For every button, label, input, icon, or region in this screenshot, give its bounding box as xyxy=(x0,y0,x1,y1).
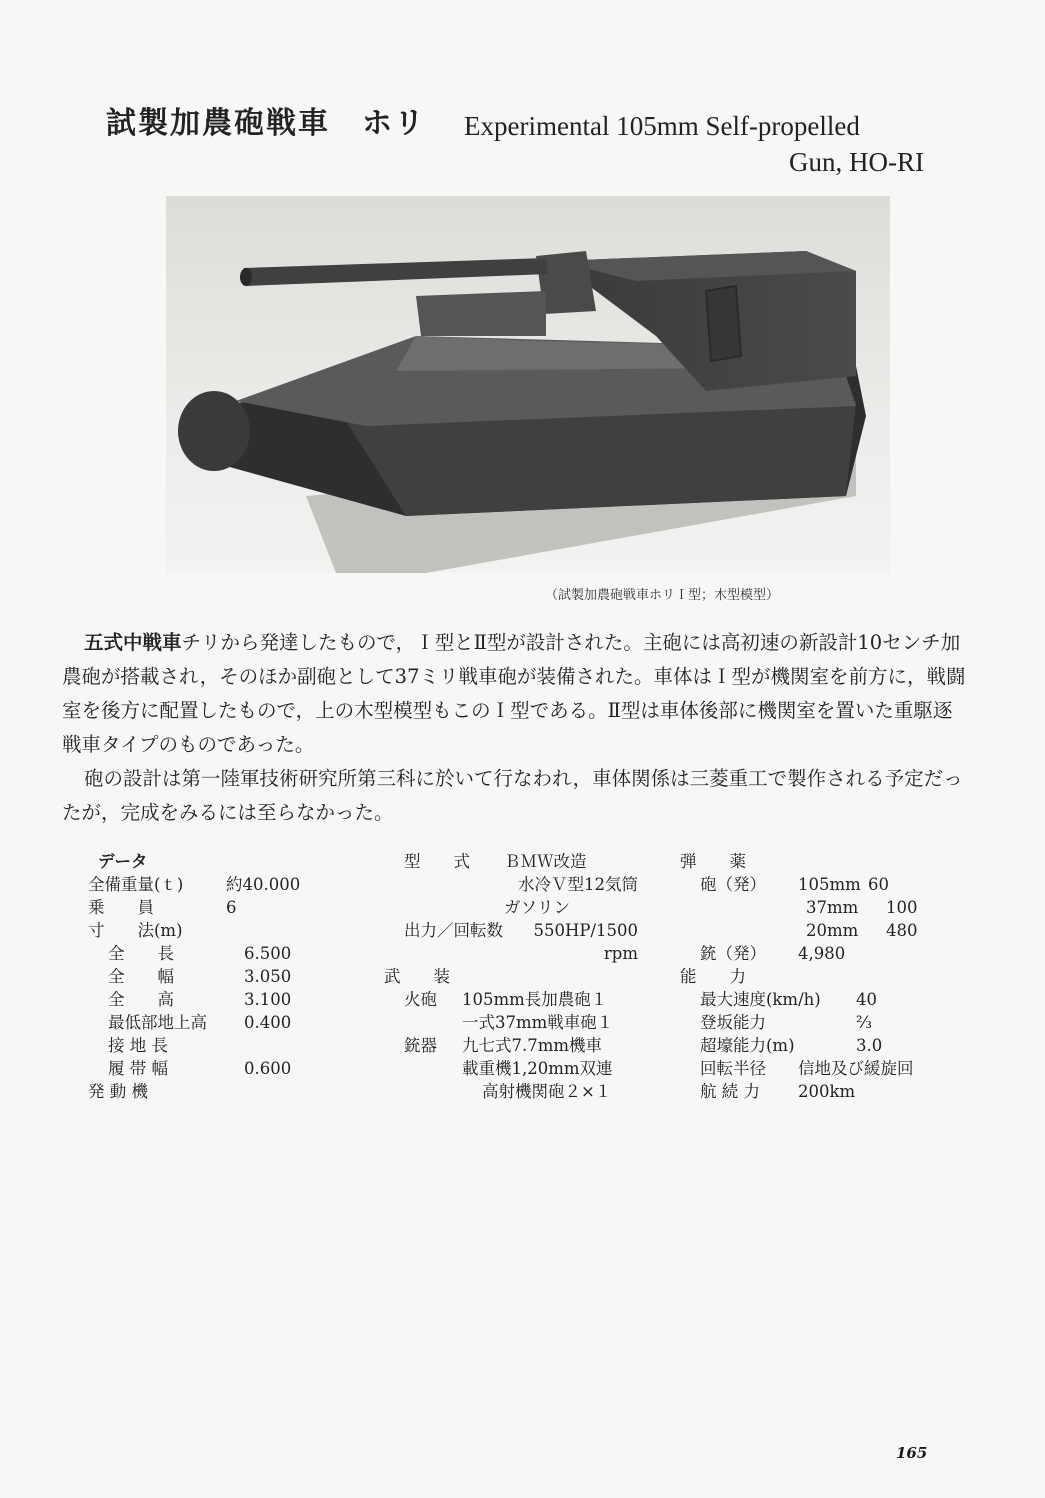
paragraph-1-bold: 五式中戦車 xyxy=(84,631,182,654)
page-title-japanese: 試製加農砲戦車 ホリ xyxy=(106,106,426,141)
weight-label: 全備重量(ｔ) xyxy=(88,875,184,894)
output-unit: rpm xyxy=(603,944,638,963)
shell-3-caliber: 20mm xyxy=(806,921,859,940)
ground-clearance-value: 0.400 xyxy=(244,1013,292,1032)
machine-gun-label: 銃器 xyxy=(404,1036,437,1055)
width-value: 3.050 xyxy=(244,967,292,986)
dimensions-label: 寸 法(m) xyxy=(88,921,183,940)
page-number: 165 xyxy=(896,1444,928,1462)
paragraph-2: 砲の設計は第一陸軍技術研究所第三科に於いて行なわれ，車体関係は三菱重工で製作される予定だったが，完成をみるには至らなかった。 xyxy=(62,767,963,824)
max-speed-value: 40 xyxy=(856,990,877,1009)
width-label: 全 幅 xyxy=(108,967,174,986)
tank-model-photo xyxy=(166,196,890,573)
height-label: 全 高 xyxy=(108,990,174,1009)
output-value: 550HP/1500 xyxy=(533,921,638,940)
specs-column-ammo-performance xyxy=(680,850,960,1103)
title-en-line-1: Experimental 105mm Self-propelled xyxy=(464,111,860,141)
output-label: 出力／回転数 xyxy=(404,921,503,940)
range-label: 航 続 力 xyxy=(700,1082,760,1101)
armament-label: 武 装 xyxy=(384,967,450,986)
specs-column-data xyxy=(88,850,348,1103)
machine-gun-line-1: 九七式7.7mm機車 xyxy=(462,1036,603,1055)
paragraph-1-text: チリから発達したもので，Ｉ型とⅡ型が設計された。主砲には高初速の新設計10センチ加農砲が搭載され，そのほか副砲として37ミリ戦車砲が装備された。車体はＩ型が機関室を前方に，戦闘室を後方に配置したもので，上の木型模型もこのＩ型である。Ⅱ型は車体後部に機関室を置いた重駆逐戦車タイプのものであった。 xyxy=(62,631,966,756)
engine-type-line-3: ガソリン xyxy=(504,898,570,917)
tank-model-illustration xyxy=(166,196,890,573)
shell-2-count: 100 xyxy=(886,898,918,917)
length-value: 6.500 xyxy=(244,944,292,963)
title-en-line-2: Gun, HO-RI xyxy=(789,147,924,177)
engine-type-value: ＢＭＷ改造 xyxy=(504,852,587,871)
shell-1-count: 60 xyxy=(868,875,889,894)
specs-heading: データ xyxy=(98,852,148,871)
engine-type-line-2: 水冷Ｖ型12気筒 xyxy=(518,875,638,894)
ground-clearance-label: 最低部地上高 xyxy=(108,1013,207,1032)
climb-label: 登坂能力 xyxy=(700,1013,766,1032)
page-title-english xyxy=(464,108,924,180)
bullets-value: 4,980 xyxy=(798,944,846,963)
photo-caption: （試製加農砲戦車ホリＩ型；木型模型） xyxy=(545,588,780,603)
range-value: 200km xyxy=(798,1082,856,1101)
turning-radius-label: 回転半径 xyxy=(700,1059,766,1078)
gun-line-1: 105mm長加農砲１ xyxy=(462,990,608,1009)
height-value: 3.100 xyxy=(244,990,292,1009)
engine-type-label: 型 式 xyxy=(404,852,470,871)
shell-2-caliber: 37mm xyxy=(806,898,859,917)
crew-value: 6 xyxy=(226,898,237,917)
shell-1-caliber: 105mm xyxy=(798,875,861,894)
weight-value: 約40.000 xyxy=(226,875,301,894)
specs-column-engine-armament xyxy=(384,850,644,1103)
track-width-value: 0.600 xyxy=(244,1059,292,1078)
turning-radius-value: 信地及び緩旋回 xyxy=(798,1059,914,1078)
ground-contact-label: 接 地 長 xyxy=(108,1036,168,1055)
gun-label: 火砲 xyxy=(404,990,437,1009)
trench-value: 3.0 xyxy=(856,1036,883,1055)
track-width-label: 履 帯 幅 xyxy=(108,1059,168,1078)
description-text xyxy=(62,626,967,830)
climb-value: ⅔ xyxy=(856,1013,872,1032)
length-label: 全 長 xyxy=(108,944,174,963)
shells-label: 砲（発） xyxy=(700,875,766,894)
machine-gun-line-3: 高射機関砲２×１ xyxy=(482,1082,612,1101)
gun-line-2: 一式37mm戦車砲１ xyxy=(462,1013,614,1032)
crew-label: 乗 員 xyxy=(88,898,154,917)
paragraph-1 xyxy=(62,626,967,762)
trench-label: 超壕能力(m) xyxy=(700,1036,795,1055)
machine-gun-line-2: 載重機1,20mm双連 xyxy=(462,1059,613,1078)
performance-label: 能 力 xyxy=(680,967,746,986)
shell-3-count: 480 xyxy=(886,921,918,940)
max-speed-label: 最大速度(km/h) xyxy=(700,990,821,1009)
ammo-label: 弾 薬 xyxy=(680,852,746,871)
bullets-label: 銃（発） xyxy=(700,944,766,963)
engine-label: 発 動 機 xyxy=(88,1082,148,1101)
